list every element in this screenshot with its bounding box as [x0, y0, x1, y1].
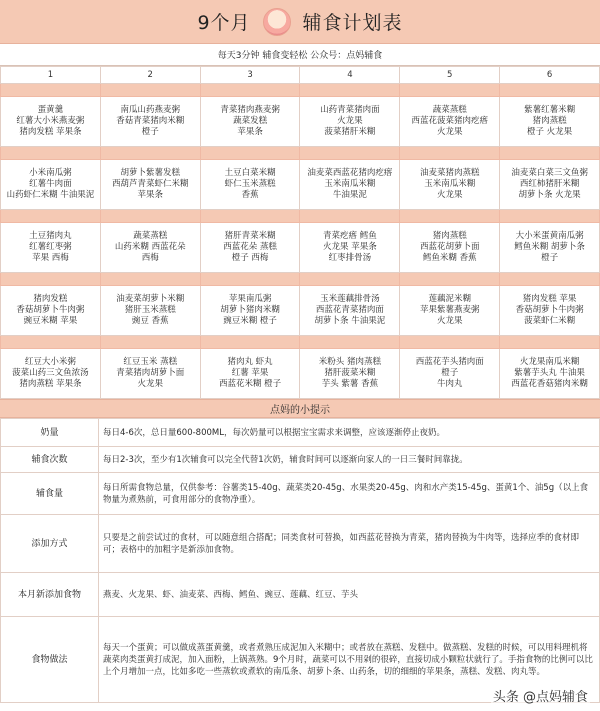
band-cell	[400, 273, 500, 286]
meal-cell	[100, 160, 200, 210]
tip-text: 只要是之前尝试过的食材，可以随意组合搭配；同类食材可替换，如西蓝花替换为青菜，猪肉替换为牛肉等，选择应季的食材即可；表格中的加粗字是新添加食物。	[99, 515, 600, 573]
meal-item: 油麦菜西蓝花猪肉疙瘩	[307, 168, 393, 178]
meal-cell	[200, 223, 300, 273]
band-cell	[200, 210, 300, 223]
meal-item: 西蓝花朵 蒸糕	[223, 242, 277, 252]
day-number: 6	[500, 67, 600, 84]
meal-cell	[200, 286, 300, 336]
day-header-row	[1, 67, 600, 84]
meal-item: 大小米蛋黄南瓜粥	[515, 231, 584, 241]
meal-item: 猪肉丸 虾丸	[227, 357, 273, 367]
meal-item: 香蕉	[241, 190, 259, 200]
meal-cell	[100, 97, 200, 147]
meal-cell	[300, 160, 400, 210]
band-cell	[500, 147, 600, 160]
meal-item: 红薯 苹果	[231, 368, 269, 378]
meal-item: 苹果紫薯燕麦粥	[419, 305, 480, 315]
meal-cell	[1, 286, 101, 336]
meal-item: 蔬菜蒸糕	[432, 105, 467, 115]
meal-item: 西蓝花香菇猪肉米糊	[511, 379, 588, 389]
meal-item: 苹果条	[137, 190, 163, 200]
meal-item: 火龙果	[337, 116, 363, 126]
meal-item: 橙子	[541, 253, 559, 263]
meal-cell	[200, 349, 300, 399]
meal-item: 胡萝卜紫薯发糕	[120, 168, 180, 178]
meal-row	[1, 349, 600, 399]
meal-cell	[500, 97, 600, 147]
meal-item: 西蓝花胡萝卜面	[419, 242, 480, 252]
meal-item: 菠菜猪肝米糊	[324, 127, 376, 137]
meal-row	[1, 286, 600, 336]
band-cell	[400, 210, 500, 223]
band-cell	[400, 84, 500, 97]
tip-label: 奶量	[1, 419, 99, 447]
meal-item: 火龙果南瓜米糊	[519, 357, 580, 367]
band-cell	[200, 147, 300, 160]
band-cell	[300, 273, 400, 286]
meal-item: 土豆猪肉丸	[29, 231, 72, 241]
meal-item: 猪肉蒸糕	[532, 116, 567, 126]
band-cell	[200, 273, 300, 286]
band-cell	[1, 273, 101, 286]
meal-item: 南瓜山药燕麦粥	[120, 105, 180, 115]
meal-item: 猪肉发糕 苹果	[522, 294, 577, 304]
meal-item: 胡萝卜猪肉米糊	[220, 305, 280, 315]
band-cell	[1, 210, 101, 223]
meal-cell	[400, 286, 500, 336]
meal-item: 苹果 西梅	[32, 253, 69, 263]
meal-item: 西蓝花米糊 橙子	[218, 379, 282, 389]
meal-item: 油麦菜胡萝卜米糊	[116, 294, 185, 304]
meal-item: 猪肝玉米蒸糕	[124, 305, 176, 315]
tip-text: 每日所需食物总量，仅供参考：谷薯类15-40g、蔬菜类20-45g、水果类20-45g、肉和水产类15-45g、蛋黄1个、油5g（以上食物量为煮熟前，可食用部分的食物净重）。	[99, 473, 600, 515]
meal-item: 红枣排骨汤	[328, 253, 372, 263]
meal-item: 猪肉蒸糕	[432, 231, 467, 241]
meal-item: 西蓝花芋头猪肉面	[415, 357, 484, 367]
meal-item: 猪肉蒸糕 苹果条	[19, 379, 82, 389]
meal-item: 玉米南瓜米糊	[324, 179, 376, 189]
header-month: 9个月	[197, 12, 251, 34]
watermark: 头条 @点妈辅食	[491, 686, 590, 705]
meal-cell	[400, 160, 500, 210]
meal-item: 芋头 紫薯 香蕉	[321, 379, 379, 389]
band-cell	[1, 84, 101, 97]
band-cell	[300, 336, 400, 349]
meal-item: 菠菜山药三文鱼浓汤	[12, 368, 89, 378]
tip-label: 辅食量	[1, 473, 99, 515]
tip-label: 添加方式	[1, 515, 99, 573]
band-cell	[100, 336, 200, 349]
section-band	[1, 336, 600, 349]
baby-avatar-icon	[263, 8, 291, 36]
meal-item: 虾仁玉米蒸糕	[224, 179, 276, 189]
meal-item: 胡萝卜条 牛油果泥	[314, 316, 386, 326]
day-number: 5	[400, 67, 500, 84]
band-cell	[100, 147, 200, 160]
meal-item: 土豆白菜米糊	[224, 168, 276, 178]
meal-cell	[500, 223, 600, 273]
meal-item: 油麦菜白菜三文鱼粥	[511, 168, 588, 178]
band-cell	[400, 147, 500, 160]
meal-cell	[500, 286, 600, 336]
day-number: 1	[1, 67, 101, 84]
meal-item: 鳕鱼米糊 香蕉	[422, 253, 477, 263]
meal-item: 山药青菜猪肉面	[320, 105, 380, 115]
meal-item: 牛油果泥	[332, 190, 367, 200]
meal-cell	[300, 223, 400, 273]
meal-cell	[200, 97, 300, 147]
meal-cell	[1, 160, 101, 210]
meal-item: 莲藕泥米糊	[428, 294, 471, 304]
band-cell	[300, 147, 400, 160]
meal-item: 猪肝青菜米糊	[224, 231, 276, 241]
page-header	[0, 0, 600, 44]
meal-item: 红薯红枣粥	[29, 242, 72, 252]
meal-item: 蔬菜发糕	[233, 116, 268, 126]
meal-cell	[400, 97, 500, 147]
meal-cell	[1, 97, 101, 147]
tip-row	[1, 447, 600, 473]
meal-cell	[300, 349, 400, 399]
day-number: 3	[200, 67, 300, 84]
meal-row	[1, 223, 600, 273]
band-cell	[100, 210, 200, 223]
header-title: 辅食计划表	[302, 12, 403, 34]
tip-row	[1, 419, 600, 447]
meal-item: 香菇胡萝卜牛肉粥	[16, 305, 85, 315]
band-cell	[200, 336, 300, 349]
meal-cell	[100, 223, 200, 273]
band-cell	[200, 84, 300, 97]
meal-item: 红薯大小米燕麦粥	[16, 116, 85, 126]
meal-cell	[500, 349, 600, 399]
tip-text: 每日4-6次，总日量600-800ML，每次奶量可以根据宝宝需求来调整，应该逐渐停止夜奶。	[99, 419, 600, 447]
meal-item: 红豆玉米 蒸糕	[123, 357, 178, 367]
meal-item: 小米南瓜粥	[29, 168, 72, 178]
tips-title: 点妈的小提示	[0, 399, 600, 418]
band-cell	[400, 336, 500, 349]
meal-item: 紫薯芋头丸 牛油果	[514, 368, 585, 378]
section-band	[1, 147, 600, 160]
meal-item: 苹果条	[237, 127, 263, 137]
meal-item: 火龙果	[137, 379, 163, 389]
meal-item: 山药米糊 西蓝花朵	[114, 242, 186, 252]
meal-item: 玉米莲藕排骨汤	[320, 294, 380, 304]
tip-label: 辅食次数	[1, 447, 99, 473]
band-cell	[500, 84, 600, 97]
meal-item: 蛋黄羹	[37, 105, 64, 115]
meal-item: 橙子 西梅	[231, 253, 269, 263]
meal-cell	[200, 160, 300, 210]
band-cell	[500, 336, 600, 349]
meal-item: 青菜疙瘩 鳕鱼	[323, 231, 377, 241]
meal-item: 胡萝卜条 火龙果	[518, 190, 581, 200]
band-cell	[500, 210, 600, 223]
band-cell	[1, 147, 101, 160]
meal-item: 苹果南瓜粥	[228, 294, 272, 304]
subtitle: 每天3分钟 辅食变轻松 公众号：点妈辅食	[0, 44, 600, 66]
meal-item: 香菇青菜猪肉米糊	[116, 116, 185, 126]
meal-item: 橙子 火龙果	[526, 127, 573, 137]
meal-item: 橙子	[141, 127, 159, 137]
meal-item: 红薯牛肉面	[29, 179, 72, 189]
band-cell	[300, 210, 400, 223]
meal-item: 猪肝菠菜米糊	[324, 368, 376, 378]
tip-label: 食物做法	[1, 617, 99, 703]
meal-cell	[1, 223, 101, 273]
meal-item: 米粉头 猪肉蒸糕	[318, 357, 381, 367]
meal-item: 香菇胡萝卜牛肉粥	[515, 305, 584, 315]
meal-item: 西红柿猪肝米糊	[519, 179, 580, 189]
band-cell	[100, 273, 200, 286]
meal-item: 油麦菜猪肉蒸糕	[419, 168, 480, 178]
meal-item: 山药虾仁米糊 牛油果泥	[6, 190, 95, 200]
meal-item: 蔬菜蒸糕	[133, 231, 168, 241]
section-band	[1, 84, 600, 97]
meal-item: 猪肉发糕	[33, 294, 68, 304]
meal-item: 火龙果 苹果条	[323, 242, 377, 252]
meal-item: 鳕鱼米糊 胡萝卜条	[514, 242, 585, 252]
section-band	[1, 273, 600, 286]
meal-item: 菠菜虾仁米糊	[524, 316, 576, 326]
meal-item: 红豆大小米粥	[24, 357, 76, 367]
tip-row	[1, 515, 600, 573]
meal-item: 青菜猪肉胡萝卜面	[116, 368, 185, 378]
meal-item: 火龙果	[436, 127, 463, 137]
meal-item: 火龙果	[436, 316, 463, 326]
tip-label: 本月新添加食物	[1, 573, 99, 617]
meal-item: 西葫芦青菜虾仁米糊	[111, 179, 189, 189]
tip-text: 燕麦、火龙果、虾、油麦菜、西梅、鳕鱼、豌豆、莲藕、红豆、芋头	[99, 573, 600, 617]
meal-cell	[1, 349, 101, 399]
meal-item: 西蓝花青菜猪肉面	[315, 305, 384, 315]
meal-plan-table	[0, 66, 600, 399]
meal-item: 牛肉丸	[436, 379, 463, 389]
meal-cell	[100, 286, 200, 336]
day-number: 4	[300, 67, 400, 84]
band-cell	[300, 84, 400, 97]
meal-item: 玉米南瓜米糊	[424, 179, 476, 189]
meal-cell	[400, 349, 500, 399]
meal-row	[1, 160, 600, 210]
meal-item: 橙子	[441, 368, 459, 378]
band-cell	[500, 273, 600, 286]
tip-row	[1, 573, 600, 617]
meal-item: 豌豆米糊 橙子	[223, 316, 277, 326]
day-number: 2	[100, 67, 200, 84]
meal-item: 火龙果	[436, 190, 463, 200]
meal-item: 豌豆米糊 苹果	[23, 316, 78, 326]
meal-item: 西梅	[141, 253, 159, 263]
section-band	[1, 210, 600, 223]
tip-text: 每天一个蛋黄；可以做成蒸蛋黄羹，或者煮熟压成泥加入米糊中；或者放在蒸糕、发糕中。做蒸糕、发糕的时候，可以用料理机将蔬菜肉类蛋黄打成泥，加入面粉，上锅蒸熟。9个月时，蔬菜可以不用剁的很碎，直接切成小颗粒状就行了。手指食物的比例可以比上个月增加一点，比如多吃一些蒸软或煮软的南瓜条、胡萝卜条、山药条，切的细细的苹果条，蒸糕、发糕、肉丸等。	[99, 617, 600, 703]
meal-cell	[400, 223, 500, 273]
tips-table	[0, 418, 600, 703]
meal-item: 西蓝花菠菜猪肉疙瘩	[411, 116, 488, 126]
band-cell	[100, 84, 200, 97]
meal-cell	[300, 286, 400, 336]
meal-row	[1, 97, 600, 147]
meal-cell	[500, 160, 600, 210]
meal-item: 猪肉发糕 苹果条	[19, 127, 82, 137]
tip-text: 每日2-3次，至少有1次辅食可以完全代替1次奶，辅食时间可以逐渐向家人的一日三餐时间靠拢。	[99, 447, 600, 473]
meal-item: 青菜猪肉燕麦粥	[220, 105, 280, 115]
meal-item: 紫薯红薯米糊	[524, 105, 576, 115]
tip-row	[1, 473, 600, 515]
meal-cell	[100, 349, 200, 399]
band-cell	[1, 336, 101, 349]
meal-cell	[300, 97, 400, 147]
meal-item: 豌豆 香蕉	[131, 316, 169, 326]
